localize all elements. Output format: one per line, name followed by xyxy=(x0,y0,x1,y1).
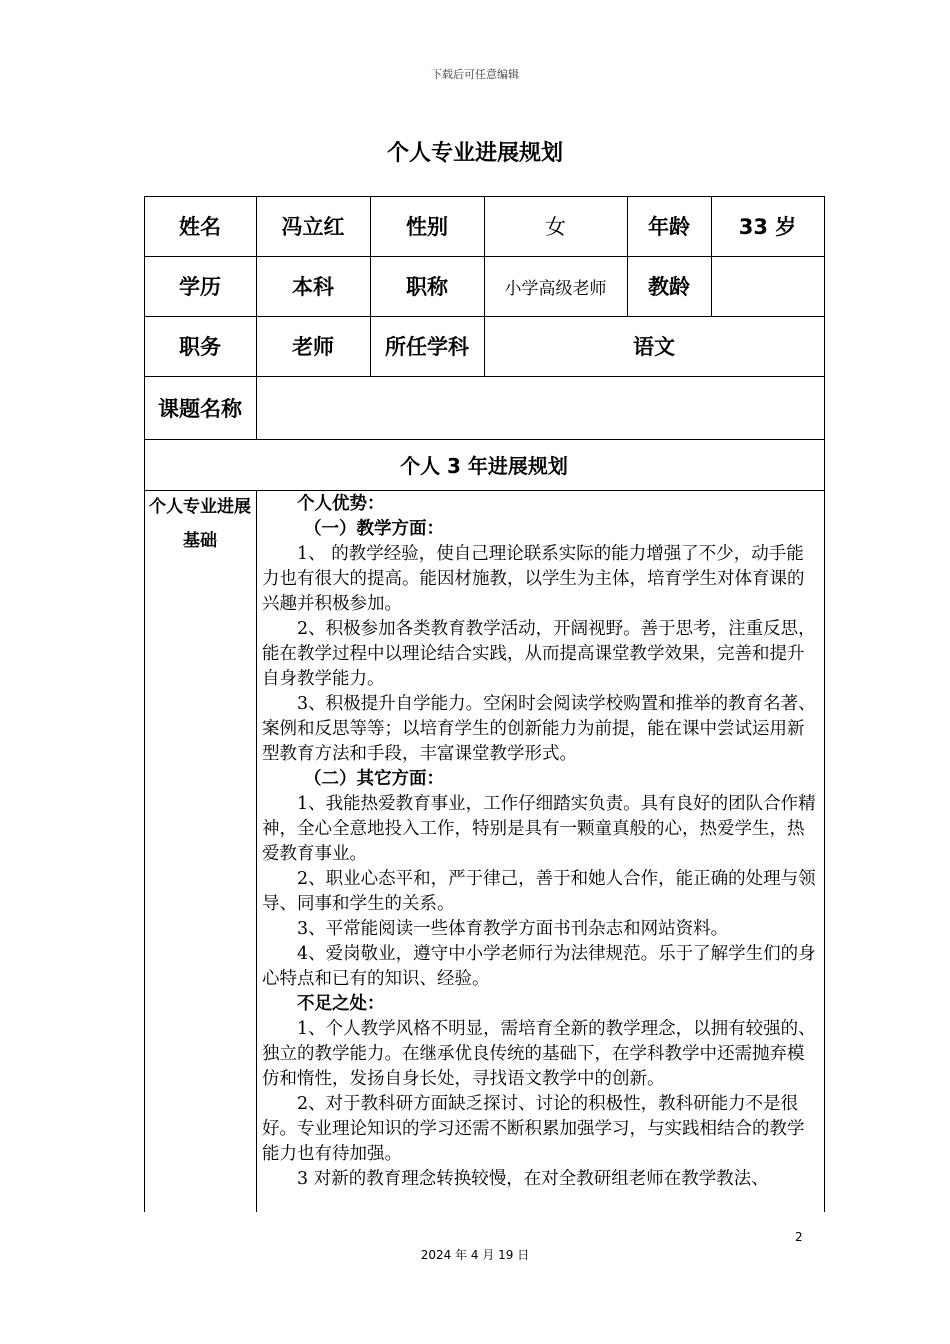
education-value: 本科 xyxy=(292,275,334,299)
age-value: 33 岁 xyxy=(738,215,797,239)
body-paragraph: 2、对于教科研方面缺乏探讨、讨论的积极性，教科研能力不是很好。专业理论知识的学习还需不断积累加强学习，与实践相结合的教学能力也有待加强。 xyxy=(262,1094,805,1164)
plan-heading: 个人 3 年进展规划 xyxy=(400,454,568,478)
rank-value: 小学高级老师 xyxy=(504,278,607,299)
age-label: 年龄 xyxy=(648,215,690,239)
body-paragraph: 4、爱岗敬业，遵守中小学老师行为法律规范。乐于了解学生们的身心特点和已有的知识、经验。 xyxy=(262,944,816,989)
info-table xyxy=(144,196,825,1212)
subject-value: 语文 xyxy=(633,335,675,359)
body-paragraph: 1、个人教学风格不明显，需培育全新的教学理念，以拥有较强的、独立的教学能力。在继承优良传统的基础下，在学科教学中还需抛弃模仿和惰性，发扬自身长处，寻找语文教学中的创新。 xyxy=(262,1019,816,1089)
subject-label: 所任学科 xyxy=(385,335,469,359)
teaching-years-value xyxy=(711,256,824,316)
gender-label: 性别 xyxy=(406,215,448,239)
education-label: 学历 xyxy=(179,275,221,299)
position-value: 老师 xyxy=(292,335,334,359)
body-paragraph: 3、平常能阅读一些体育教学方面书刊杂志和网站资料。 xyxy=(297,919,729,939)
body-paragraph: 2、职业心态平和，严于律己，善于和她人合作，能正确的处理与领导、同事和学生的关系。 xyxy=(262,869,816,914)
body-heading: （二）其它方面： xyxy=(304,769,444,789)
body-paragraph: 3、积极提升自学能力。空闲时会阅读学校购置和推举的教育名著、案例和反思等等；以培育学生的创新能力为前提，能在课中尝试运用新型教育方法和手段，丰富课堂教学形式。 xyxy=(262,694,816,764)
footer-date: 2024 年 4 月 19 日 xyxy=(420,1248,530,1262)
plan-body xyxy=(262,492,818,1192)
page-number: 2 xyxy=(795,1230,803,1244)
body-heading: 不足之处： xyxy=(297,994,385,1014)
name-value: 冯立红 xyxy=(281,215,345,239)
body-heading: （一）教学方面： xyxy=(304,519,444,539)
teaching-years-label: 教龄 xyxy=(648,275,690,299)
gender-value: 女 xyxy=(545,215,566,239)
body-paragraph: 3 对新的教育理念转换较慢，在对全教研组老师在教学教法、 xyxy=(297,1169,769,1189)
body-heading: 个人优势： xyxy=(297,494,385,514)
name-label: 姓名 xyxy=(179,215,221,239)
body-paragraph: 1、 的教学经验，使自己理论联系实际的能力增强了不少，动手能力也有很大的提高。能因材施教，以学生为主体，培育学生对体育课的兴趣并积极参加。 xyxy=(262,544,805,614)
topic-value xyxy=(256,376,824,439)
position-label: 职务 xyxy=(179,335,221,359)
body-paragraph: 2、积极参加各类教育教学活动，开阔视野。善于思考，注重反思，能在教学过程中以理论结合实践，从而提高课堂教学效果，完善和提升自身教学能力。 xyxy=(262,619,816,689)
rank-label: 职称 xyxy=(406,275,448,299)
side-label: 个人专业进展基础 xyxy=(149,497,251,551)
body-paragraph: 1、我能热爱教育事业，工作仔细踏实负责。具有良好的团队合作精神，全心全意地投入工作，特别是具有一颗童真般的心，热爱学生，热爱教育事业。 xyxy=(262,794,816,864)
page-title: 个人专业进展规划 xyxy=(386,141,563,166)
header-note: 下载后可任意编辑 xyxy=(431,68,519,81)
topic-label: 课题名称 xyxy=(158,396,242,421)
